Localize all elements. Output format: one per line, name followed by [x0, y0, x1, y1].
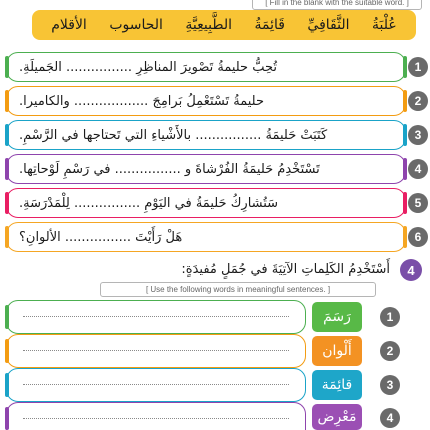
- sentence-text: كَتَبَتْ حَليمَةُ ................ بالأَشْياءِ التي تَحتاجها في الرَّسْمِ.: [19, 127, 328, 143]
- row-cap-right: [403, 226, 407, 248]
- answer-line[interactable]: [6, 368, 306, 402]
- word-tile: قائِمَة: [312, 370, 362, 400]
- word-number: 2: [380, 341, 400, 361]
- dotted-line: [23, 418, 289, 419]
- word-bank-item: الطَّبِيعِيَّةِ: [185, 17, 232, 33]
- sentence-number: 3: [408, 125, 428, 145]
- word-number: 3: [380, 375, 400, 395]
- row-cap-right: [403, 158, 407, 180]
- sentence-row: [6, 222, 406, 252]
- row-cap-left: [5, 124, 9, 146]
- word-number: 4: [380, 408, 400, 428]
- answer-line[interactable]: [6, 300, 306, 334]
- word-bank-item: عُلْبَةُ: [372, 17, 397, 33]
- row-cap-left: [5, 158, 9, 180]
- sentence-text: حليمةُ تَسْتَعْمِلُ بَرامِجَ .................. والكاميرا.: [19, 93, 264, 109]
- sentence-text: تَسْتَخْدِمُ حَليمَةُ الفُرْشاةَ و ................ في رَسْمِ لَوْحاتِها.: [19, 161, 320, 177]
- sentence-text: تُحِبُّ حليمةُ تَصْويرَ المناظِرِ ................ الجَميلَةِ.: [19, 59, 278, 75]
- row-cap-right: [403, 90, 407, 112]
- section-title: أَسْتَخْدِمُ الكَلِماتِ الآتِيَةَ في جُمَلٍ مُفيدَةٍ:: [181, 262, 390, 277]
- row-cap-left: [5, 226, 9, 248]
- top-instruction: [ Fill in the blank with the suitable word. ]: [252, 0, 422, 10]
- sentence-row: [6, 154, 406, 184]
- row-cap-left: [5, 339, 9, 363]
- sentence-number: 6: [408, 227, 428, 247]
- row-cap-right: [403, 192, 407, 214]
- row-cap-left: [5, 56, 9, 78]
- row-cap-right: [403, 124, 407, 146]
- dotted-line: [23, 384, 289, 385]
- word-tile: أَلْوان: [312, 336, 362, 366]
- sentence-row: [6, 86, 406, 116]
- dotted-line: [23, 316, 289, 317]
- sentence-text: سَتُشارِكُ حَليمَةُ في اليَوْمِ ................ لِلْمَدْرَسَةِ.: [19, 195, 279, 211]
- dotted-line: [23, 350, 289, 351]
- sentence-row: [6, 120, 406, 150]
- sentence-number: 5: [408, 193, 428, 213]
- answer-line[interactable]: [6, 334, 306, 368]
- sentence-number: 1: [408, 57, 428, 77]
- row-cap-left: [5, 373, 9, 397]
- row-cap-right: [403, 56, 407, 78]
- sentence-number: 2: [408, 91, 428, 111]
- word-bank: [32, 10, 416, 40]
- sentence-row: [6, 188, 406, 218]
- sentence-row: [6, 52, 406, 82]
- row-cap-left: [5, 305, 9, 329]
- row-cap-left: [5, 90, 9, 112]
- word-number: 1: [380, 307, 400, 327]
- row-cap-left: [5, 407, 9, 430]
- word-tile: مَعْرِض: [312, 404, 362, 430]
- section-subtitle: [ Use the following words in meaningful sentences. ]: [100, 282, 376, 297]
- word-bank-item: الأقلام: [51, 17, 87, 33]
- word-tile: رَسَمَ: [312, 302, 362, 332]
- word-bank-item: الحاسوب: [109, 17, 163, 33]
- row-cap-left: [5, 192, 9, 214]
- word-bank-item: قَائِمَةُ: [254, 17, 285, 33]
- section-number-badge: 4: [400, 259, 422, 281]
- sentence-number: 4: [408, 159, 428, 179]
- word-bank-item: الثَّقَافِيِّ: [307, 17, 350, 33]
- sentence-text: هَلْ رَأَيْتَ ................ الألوانِ؟: [19, 229, 183, 245]
- answer-line[interactable]: [6, 402, 306, 430]
